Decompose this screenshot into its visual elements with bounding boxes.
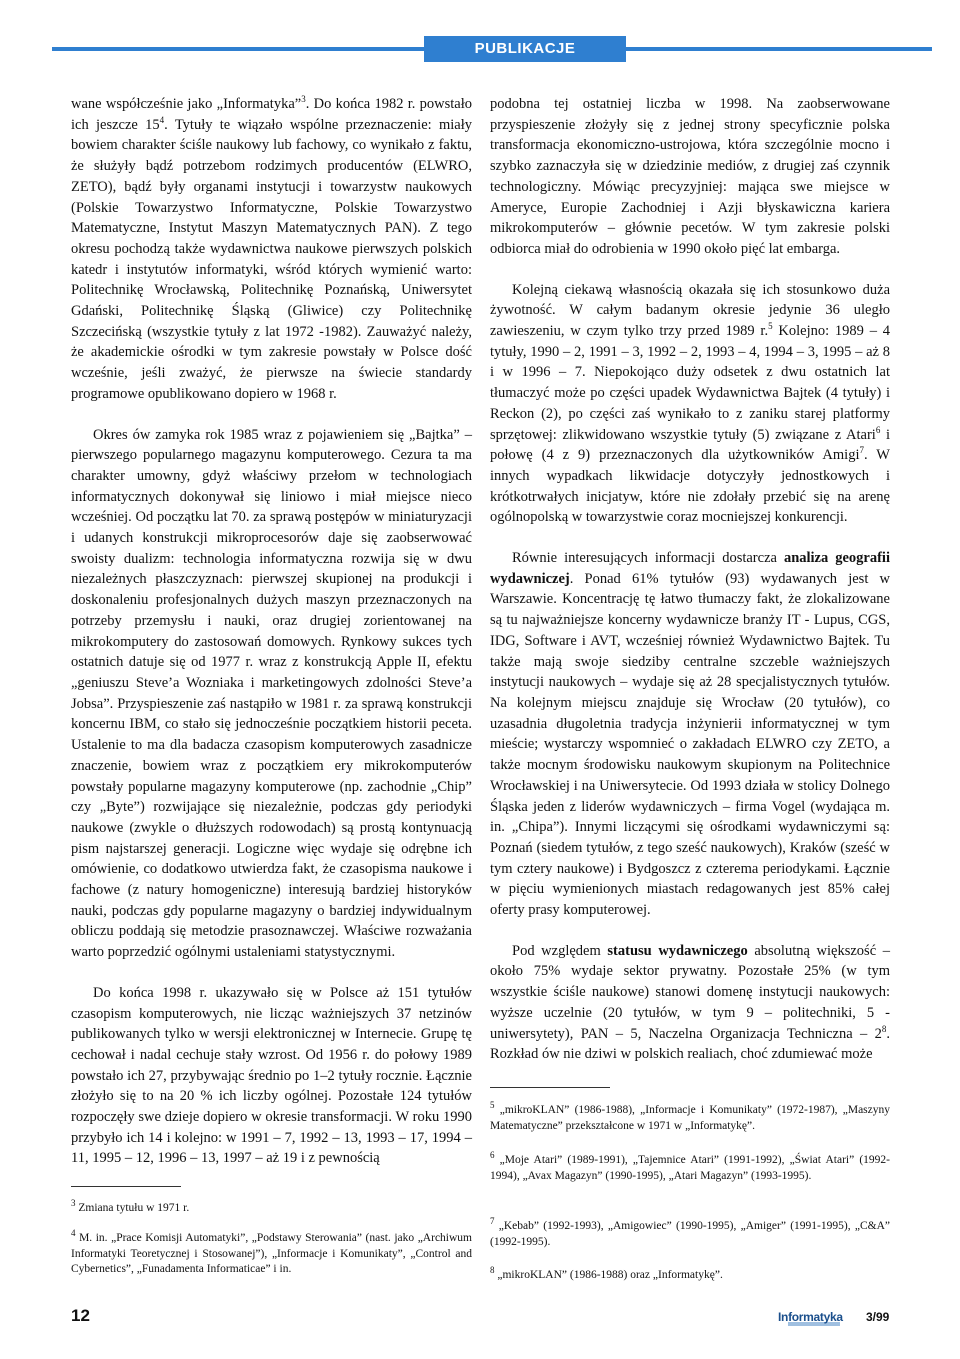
footnote-separator (71, 1186, 181, 1187)
footnote: $^6$ „Moje Atari” (1989-1991), „Tajemnice Atari” (1991-1992), „Świat Atari” (1992-1994), „Avax Magazyn” (1990-1995), „Atari Magazyn” (1993-1995). (490, 1150, 890, 1182)
footnote: $^8$ „mikroKLAN” (1986-1988) oraz „Informatykę”. (490, 1265, 723, 1281)
header-rule-left (52, 47, 424, 51)
paragraph: podobna tej ostatniej liczba w 1998. Na zaobserwowane przyspieszenie złożyły się z jednej strony specyficznie polska transformacja ekonomiczno-ustrojowa, która szczególnie mocno i szybko zaznaczyła się w dziedzinie mediów, z drugiej zaś czynnik technologiczny. Mówiąc precyzyjniej: mająca swe miejsce w Ameryce, Europie Zachodniej i Azji błyskawiczna kariera mikrokomputerów – głównie pecetów. W tym zakresie polski odbiorca miał do odrobienia w 1990 około pięć lat embarga. (490, 96, 890, 257)
right-column (490, 94, 890, 1085)
paragraph: Kolejną ciekawą własnością okazała się ich stosunkowo duża żywotność. W całym badanym okresie jedynie 36 uległo zawieszeniu, w czym tylko trzy przed 1989 r.$^5$ Kolejno: 1989 – 4 tytuły, 1990 – 2, 1991 – 3, 1992 – 2, 1993 – 4, 1994 – 3, 1995 – aż 8 i w 1996 – 7. Niepokojąco duży odsetek z dwu ostatnich lat tłumaczyć może po części upadek Wydawnictwa Bajtek (4 tytuły) i Reckon (2), po części zaś wynikało to z zaniku starej platformy sprzętowej: zlikwidowano wszystkie tytuły (5) związane z Atari$^6$ i połowę (4 z 9) przeznaczonych dla użytkowników Amigi$^7$. W innych wypadkach likwidacje dotyczyły jednostkowych i krótkotrwałych inicjatyw, które nie zdołały przebić się na arenę ogólnopolską w towarzystwie coraz mocniejszej konkurencji. (490, 281, 890, 526)
paragraph: Pod względem statusu wydawniczego absolutną większość – około 75% wydaje sektor prywatny. Pozostałe 25% (w tym wszystkie ściśle naukowe) stanowi domenę instytucji naukowych: wyższe uczelnie (20 tytułów, w tym 9 – politechniki, 5 - uniwersytety), PAN – 5, Naczelna Organizacja Techniczna – $2^8$. Rozkład ów nie dziwi w polskich realiach, choć zdumiewać może (490, 942, 890, 1063)
footnote-ref: 8 (881, 1023, 887, 1034)
paragraph: Do końca 1998 r. ukazywało się w Polsce aż 151 tytułów czasopism komputerowych, nie licząc ważniejszych 37 netzinów publikowanych tylko w wersji elektronicznej w Internecie. Grupę tę cechował i nadal cechuje stały wzrost. Od 1956 r. do połowy 1989 powstało ich 27, przybywając średnio po 1–2 tytuły rocznie. Łącznie złożyło się to na 20 % ich liczby ogólnej. Pozostałe 124 tytułów rozpoczęły swe dzieje dopiero w okresie transformacji. W roku 1990 przybyło ich 14 i kolejno: w 1991 – 7, 1992 – 13, 1993 – 17, 1994 – 11, 1995 – 12, 1996 – 13, 1997 – aż 19 i z pewnością (71, 984, 472, 1167)
bold-phrase: statusu wydawniczego (607, 942, 748, 959)
magazine-logo: Informatyka (778, 1310, 843, 1324)
footnote-ref: 4 (159, 114, 165, 125)
footnote: $^5$ „mikroKLAN” (1986-1988), „Informacje i Komunikaty” (1972-1987), „Maszyny Matematyczne” przekształcone w 1971 w „Informatykę”. (490, 1100, 891, 1132)
footnote-ref: 7 (859, 445, 864, 456)
footnote: $^7$ „Kebab” (1992-1993), „Amigowiec” (1990-1995), „Amiger” (1991-1995), „C&A” (1992-1995). (490, 1216, 890, 1248)
footnote-separator (490, 1087, 610, 1088)
paragraph: wane współcześnie jako „Informatyka”$^3$. Do końca 1982 r. powstało ich jeszcze $15^4$. Tytuły te wiązało wspólne przeznaczenie: miały bowiem charakter ściśle naukowy lub fachowy, co wynikało z faktu, że służyły bądź potrzebom rodzimych producentów (ELWRO, ZETO), bądź były organami instytucji i towarzystw naukowych (Polskie Towarzystwo Informatyczne, Polskie Towarzystwo Matematyczne, Instytut Maszyn Matematycznych PAN). Z tego okresu pochodzą także wydawnictwa naukowe pierwszych polskich katedr i instytutów informatyki, wśród których wymienić warto: Politechnikę Wrocławską, Politechnikę Poznańską, Uniwersytet Gdański, Politechnikę Śląską (Gliwice) czy Politechnikę Szczecińską (wszystkie tytuły z lat 1972 -1982). Zauważyć należy, że akademickie ośrodki w tym zakresie powstały w Polsce dość wcześnie, jeśli zważyć, że pierwsze na świecie standardy programowe opublikowano dopiero w 1968 r. (71, 94, 473, 402)
page-number: 12 (71, 1306, 90, 1325)
section-title: PUBLIKACJE (424, 36, 626, 62)
paragraph: Okres ów zamyka rok 1985 wraz z pojawieniem się „Bajtka” – pierwszego popularnego magazynu komputerowego. Cezura ta ma charakter umowny, gdyż właściwy przełom w technologiach informatycznych dokonywał się liniowo i miał miejsce nieco wcześniej. Od początku lat 70. za sprawą postępów w miniaturyzacji i udanych konstrukcji mikroprocesorów daje się zaobserwować swoisty dualizm: technologia informatyczna rozwija się w dwu niezależnych płaszczyznach: pierwszej skupionej na produkcji i doskonaleniu profesjonalnych dużych maszyn przeznaczonych na potrzeby przemysłu i nauki, oraz drugiej zorientowanej na mikrokomputery do zastosowań domowych. Rynkowy sukces tych ostatnich datuje się od 1977 r. wraz z konstrukcją Apple II, efektu „geniuszu Steve’a Wozniaka i marketingowych zdolności Steve’a Jobsa”. Przyspieszenie zaś nastąpiło w 1981 r. za sprawą konstrukcji koncernu IBM, co stało się jednocześnie początkiem historii peceta. Ustalenie to ma dla badacza czasopism komputerowych zasadnicze znaczenie, bowiem wraz z początkiem ery mikrokomputerów powstały popularne magazyny komputerowe (np. zachodnie „Chip” czy „Byte”) rozwijające się niezależnie, podczas gdy periodyki naukowe (zwykle o dłuższych rodowodach) są prostą kontynuacją pism najstarszej generacji. Logiczne więc wydaje się odrębne ich omówienie, co dodatkowo utwierdza fakt, że czasopisma naukowe i fachowe (z natury homogeniczne) interesują bardziej historyków nauki, podczas gdy popularne magazyny o bardziej indywidualnym obliczu poddają się metodzie prasoznawczej. Właściwe rozważania warto poprzedzić ogólnymi ustaleniami statystycznymi. (71, 426, 472, 961)
footnote: $^4$ M. in. „Prace Komisji Automatyki”, „Podstawy Sterowania” (nast. jako „Archiwum Informatyki Teoretycznej i Stosowanej”), „Informacje i Komunikaty”, „Control and Cybernetics”, „Funadamenta Informaticae” i in. (71, 1228, 472, 1275)
issue-number: 3/99 (866, 1310, 890, 1324)
bold-phrase: analiza geografii wydawniczej (490, 550, 890, 587)
footnote-ref: 3 (301, 94, 306, 105)
footnote-ref: 6 (875, 424, 881, 435)
footnote-ref: 5 (768, 321, 773, 332)
paragraph: Równie interesujących informacji dostarcza analiza geografii wydawniczej. Ponad 61% tytułów (93) wydawanych jest w Warszawie. Koncentrację tę łatwo tłumaczy fakt, że zlokalizowane są tu najważniejsze koncerny wydawnicze branży IT - Lupus, CGS, IDG, Software i AVT, wcześniej również Wydawnictwo Bajtek. Tu także mają swoje siedziby centralne szczeble ważniejszych instytucji naukowych – wydaje się aż 28 specjalistycznych tytułów. Na kolejnym miejscu znajduje się Wrocław (20 tytułów), co uzasadnia długoletnia tradycja inżynierii informatycznej w tym mieście; wystarczy wspomnieć o zakładach ELWRO czy ZETO, a także mocnym środowisku naukowym skupionym na Politechnice Wrocławskiej i na Uniwersytecie. Od 1993 działa w stolicy Dolnego Śląska jeden z liderów wydawniczych – firma Vogel (wydająca m. in. „Chipa”). Innymi liczącymi się ośrodkami wydawniczymi są: Poznań (siedem tytułów, z tego sześć naukowych), Kraków (sześć w tym cztery naukowe) i Bydgoszcz z czterema periodykami. Łącznie w pięciu wymienionych miastach redagowanych jest 85% całej oferty prasy komputerowej. (490, 550, 890, 919)
header-rule-right (626, 47, 932, 51)
left-column (71, 94, 472, 1189)
footnote: $^3$ Zmiana tytułu w 1971 r. (71, 1198, 190, 1214)
